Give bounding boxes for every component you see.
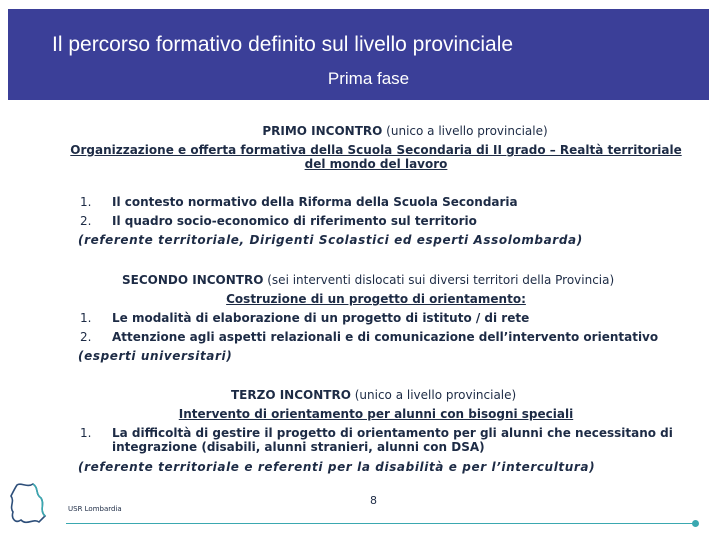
slide-title: Il percorso formativo definito sul livello provinciale <box>52 33 514 56</box>
section-3-heading: TERZO INCONTRO (unico a livello provinciale) <box>231 388 517 402</box>
section-1-speakers: (referente territoriale, Dirigenti Scolastici ed esperti Assolombarda) <box>78 233 583 247</box>
title-banner <box>8 9 709 100</box>
list-item: 2. Il quadro socio-economico di riferimento sul territorio <box>80 214 477 228</box>
lombardy-map-logo <box>5 480 53 530</box>
section-2-heading: SECONDO INCONTRO (sei interventi dislocati sui diversi territori della Provincia) <box>122 273 615 287</box>
footer-divider <box>66 523 694 524</box>
list-item-cont: integrazione (disabili, alunni stranieri, alunni con DSA) <box>112 440 485 454</box>
footer-dot <box>692 520 699 527</box>
list-item: 1. La difficoltà di gestire il progetto di orientamento per gli alunni che necessitano di <box>80 426 673 440</box>
section-1-topic-cont: del mondo del lavoro <box>304 157 448 171</box>
section-2-topic: Costruzione di un progetto di orientamento: <box>226 292 526 306</box>
footer-org: USR Lombardia <box>68 505 122 513</box>
section-2-speakers: (esperti universitari) <box>78 349 233 363</box>
list-item: 1. Il contesto normativo della Riforma della Scuola Secondaria <box>80 195 518 209</box>
list-item: 1. Le modalità di elaborazione di un progetto di istituto / di rete <box>80 311 530 325</box>
section-1-heading: PRIMO INCONTRO (unico a livello provinciale) <box>262 124 548 138</box>
page-number: 8 <box>370 494 377 507</box>
section-1-topic: Organizzazione e offerta formativa della Scuola Secondaria di II grado – Realtà territoriale <box>70 143 682 157</box>
section-3-speakers: (referente territoriale e referenti per la disabilità e per l’intercultura) <box>78 460 596 474</box>
slide-subtitle: Prima fase <box>327 69 410 88</box>
section-3-topic: Intervento di orientamento per alunni con bisogni speciali <box>178 407 574 421</box>
list-item: 2. Attenzione agli aspetti relazionali e di comunicazione dell’intervento orientativo <box>80 330 659 344</box>
